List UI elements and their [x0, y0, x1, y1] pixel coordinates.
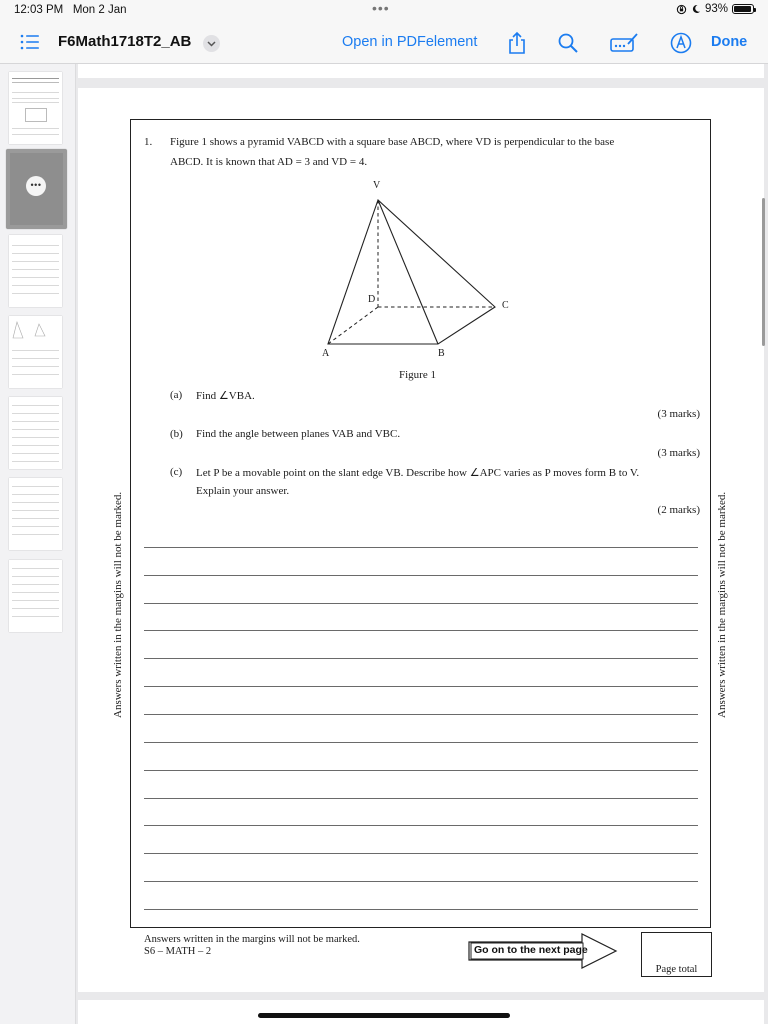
moon-icon: [691, 4, 701, 14]
toolbar: [0, 22, 768, 64]
pen-circle-icon[interactable]: [670, 32, 692, 54]
part-a-label: (a): [170, 389, 183, 401]
answer-line: [144, 770, 698, 771]
share-icon[interactable]: [507, 31, 527, 55]
next-page-edge: [78, 1000, 764, 1024]
battery-icon: [732, 4, 754, 14]
part-a-marks: (3 marks): [657, 408, 700, 420]
footer-note: [144, 934, 360, 958]
previous-page-edge: [78, 64, 764, 78]
vertex-label-a: A: [322, 348, 330, 359]
home-indicator[interactable]: [258, 1013, 510, 1018]
page-thumbnail-sidebar: [0, 64, 76, 1024]
multitasking-dots-icon[interactable]: •••: [372, 0, 390, 16]
orientation-lock-icon: [676, 4, 687, 15]
footer-code: S6 – MATH – 2: [144, 946, 212, 957]
question-text: Figure 1 shows a pyramid VABCD with a square base ABCD, where VD is perpendicular to the base: [170, 136, 615, 148]
document-canvas[interactable]: [76, 64, 768, 1024]
page-thumbnail[interactable]: [9, 560, 62, 632]
answer-line: [144, 658, 698, 659]
search-icon[interactable]: [557, 32, 579, 54]
part-c-text-line2: Explain your answer.: [196, 485, 290, 497]
vertex-label-v: V: [373, 180, 381, 191]
answer-line: [144, 547, 698, 548]
answer-line: [144, 909, 698, 910]
part-c-label: (c): [170, 466, 183, 478]
part-b-text: Find the angle between planes VAB and VBC.: [196, 428, 401, 440]
status-bar: [0, 0, 768, 22]
page-thumbnail[interactable]: [9, 478, 62, 550]
answer-line: [144, 825, 698, 826]
answer-line: [144, 714, 698, 715]
question-text-line2: ABCD. It is known that AD = 3 and VD = 4.: [170, 156, 368, 168]
part-b-marks: (3 marks): [657, 447, 700, 459]
page-thumbnail-selected[interactable]: [6, 149, 67, 229]
list-icon[interactable]: [20, 33, 40, 51]
part-a-text: Find ∠VBA.: [196, 390, 255, 402]
vertex-label-c: C: [502, 300, 509, 311]
answer-line: [144, 630, 698, 631]
status-right: [676, 3, 754, 15]
document-title[interactable]: F6Math1718T2_AB: [58, 33, 192, 50]
part-c-marks: (2 marks): [657, 504, 700, 516]
answer-line: [144, 575, 698, 576]
footer-margin-note: Answers written in the margins will not be marked.: [144, 934, 360, 945]
page-thumbnail[interactable]: [9, 72, 62, 144]
answer-line: [144, 742, 698, 743]
answer-line: [144, 881, 698, 882]
answer-line: [144, 798, 698, 799]
figure-caption: Figure 1: [399, 369, 436, 381]
answer-line: [144, 603, 698, 604]
page-total-label: Page total: [655, 964, 698, 975]
go-on-next-page: [468, 932, 618, 975]
markup-icon[interactable]: [610, 32, 638, 54]
battery-percent: 93%: [704, 3, 728, 15]
page-thumbnail[interactable]: [9, 316, 62, 388]
answer-line: [144, 686, 698, 687]
done-button[interactable]: Done: [711, 34, 748, 50]
vertex-label-d: D: [368, 294, 376, 305]
answer-line: [144, 853, 698, 854]
right-margin-note: Answers written in the margins will not be marked.: [716, 491, 728, 718]
chevron-down-icon[interactable]: [203, 35, 220, 52]
status-time: 12:03 PM Mon 2 Jan: [14, 4, 127, 16]
question-number: 1.: [144, 136, 153, 148]
page-thumbnail[interactable]: [9, 235, 62, 307]
left-margin-note: Answers written in the margins will not be marked.: [112, 491, 124, 718]
part-c-text: Let P be a movable point on the slant edge VB. Describe how ∠APC varies as P moves form B to V.: [196, 467, 640, 479]
more-options-button[interactable]: •••: [26, 176, 46, 196]
next-page-label: Go on to the next page: [474, 944, 588, 956]
pdf-page: [78, 88, 764, 992]
page-total-box: [641, 932, 712, 977]
vertex-label-b: B: [438, 348, 445, 359]
pyramid-figure: [318, 194, 518, 354]
scroll-indicator[interactable]: [762, 198, 765, 346]
page-thumbnail[interactable]: [9, 397, 62, 469]
part-b-label: (b): [170, 428, 183, 440]
open-in-pdfelement-button[interactable]: Open in PDFelement: [342, 34, 478, 50]
